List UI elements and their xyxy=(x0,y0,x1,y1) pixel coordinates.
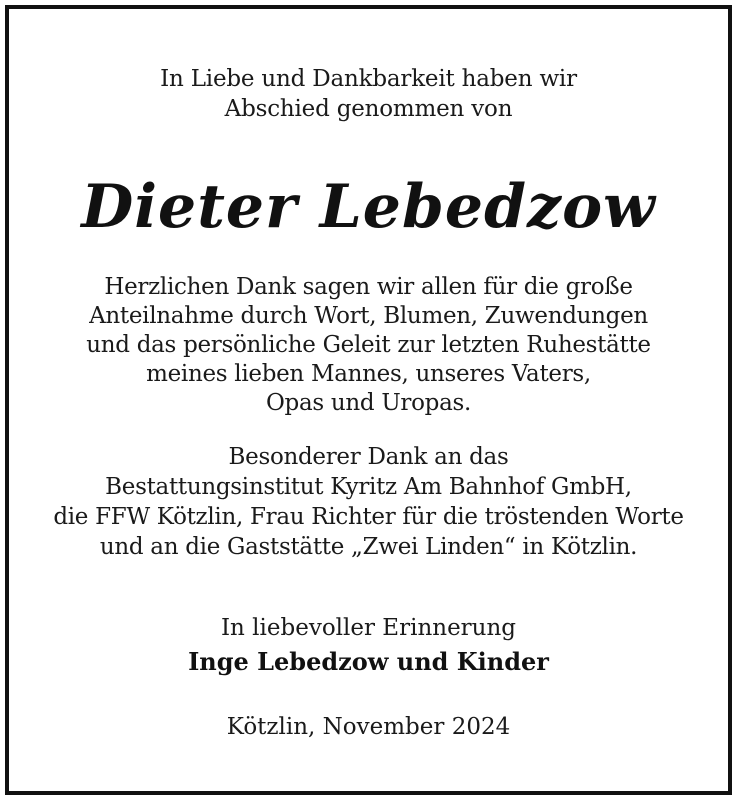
thanks-line-4: meines lieben Mannes, unseres Vaters, xyxy=(146,361,591,387)
special-thanks-line-4: und an die Gaststätte „Zwei Linden“ in Kötzlin. xyxy=(99,534,638,560)
thanks-line-2: Anteilnahme durch Wort, Blumen, Zuwendungen xyxy=(89,303,648,329)
deceased-name: Dieter Lebedzow xyxy=(81,172,656,242)
place-date: Kötzlin, November 2024 xyxy=(226,714,511,740)
intro-line-1: In Liebe und Dankbarkeit haben wir xyxy=(160,66,577,92)
obituary-notice xyxy=(5,5,732,795)
intro-line-2: Abschied genommen von xyxy=(224,96,513,122)
thanks-text xyxy=(9,273,728,418)
thanks-line-3: und das persönliche Geleit zur letzten Ruhestätte xyxy=(86,332,651,358)
signers: Inge Lebedzow und Kinder xyxy=(188,647,549,676)
special-thanks-line-1: Besonderer Dank an das xyxy=(228,444,509,470)
closing-block xyxy=(9,612,728,680)
intro-text xyxy=(9,64,728,124)
special-thanks-line-2: Bestattungsinstitut Kyritz Am Bahnhof GmbH, xyxy=(105,474,632,500)
closing-phrase: In liebevoller Erinnerung xyxy=(220,615,517,641)
special-thanks-text xyxy=(9,442,728,562)
special-thanks-line-3: die FFW Kötzlin, Frau Richter für die tröstenden Worte xyxy=(53,504,684,530)
thanks-line-1: Herzlichen Dank sagen wir allen für die große xyxy=(104,274,633,300)
thanks-line-5: Opas und Uropas. xyxy=(265,390,472,416)
